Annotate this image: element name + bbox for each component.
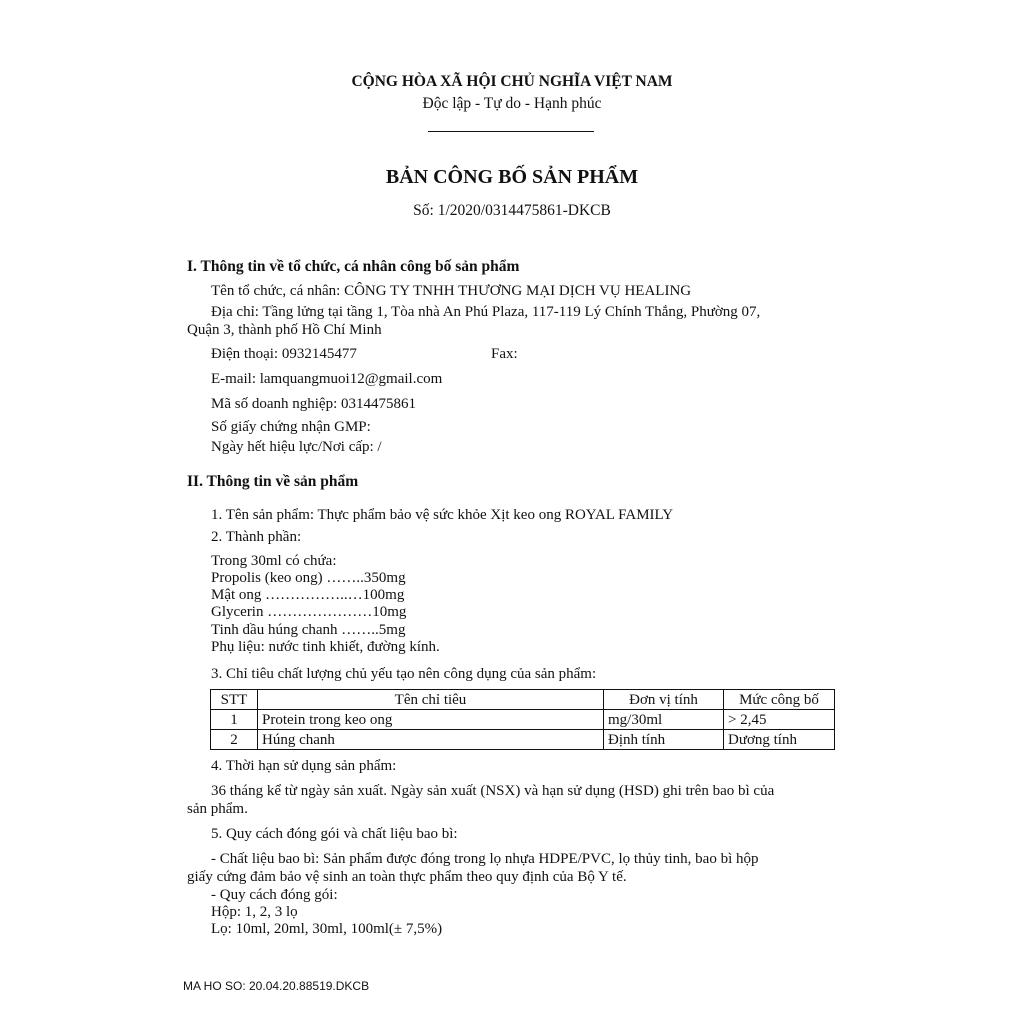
gmp-certificate: Số giấy chứng nhận GMP: <box>211 419 371 435</box>
ingredient-line: Mật ong ……………..…100mg <box>211 587 405 603</box>
table-cell: Protein trong keo ong <box>258 710 604 730</box>
packaging-box: Hộp: 1, 2, 3 lọ <box>211 904 298 920</box>
address-line2: Quận 3, thành phố Hồ Chí Minh <box>187 322 382 338</box>
table-header-cell: Mức công bố <box>724 690 835 710</box>
business-code: Mã số doanh nghiệp: 0314475861 <box>211 396 416 412</box>
org-name: Tên tổ chức, cá nhân: CÔNG TY TNHH THƯƠNG MẠI DỊCH VỤ HEALING <box>211 283 692 299</box>
packaging-spec-title: - Quy cách đóng gói: <box>211 887 338 903</box>
national-motto: Độc lập - Tự do - Hạnh phúc <box>422 95 602 112</box>
ingredient-line: Tinh dầu húng chanh ……..5mg <box>211 622 406 638</box>
ingredient-line: Trong 30ml có chứa: <box>211 553 337 569</box>
document-number: Số: 1/2020/0314475861-DKCB <box>413 202 611 219</box>
header-divider <box>428 131 594 132</box>
ingredients-title: 2. Thành phần: <box>211 529 302 545</box>
product-name: 1. Tên sản phẩm: Thực phẩm bảo vệ sức khỏe Xịt keo ong ROYAL FAMILY <box>211 507 674 523</box>
table-cell: 2 <box>211 730 258 750</box>
ingredient-line: Phụ liệu: nước tinh khiết, đường kính. <box>211 639 440 655</box>
document-title: BẢN CÔNG BỐ SẢN PHẨM <box>385 166 639 188</box>
shelf-life-line2: sản phẩm. <box>187 801 248 817</box>
packaging-line2: giấy cứng đảm bảo vệ sinh an toàn thực phẩm theo quy định của Bộ Y tế. <box>187 869 627 885</box>
dossier-code: MA HO SO: 20.04.20.88519.DKCB <box>183 979 370 993</box>
phone: Điện thoại: 0932145477 <box>211 346 357 362</box>
fax: Fax: <box>491 346 518 362</box>
shelf-life-line1: 36 tháng kể từ ngày sản xuất. Ngày sản xuất (NSX) và hạn sử dụng (HSD) ghi trên bao bì của <box>211 783 775 799</box>
section1-heading: I. Thông tin về tổ chức, cá nhân công bố sản phẩm <box>187 258 520 275</box>
table-cell: Dương tính <box>724 730 835 750</box>
table-header-cell: Đơn vị tính <box>604 690 724 710</box>
table-header-row <box>211 690 835 710</box>
packaging-bottle: Lọ: 10ml, 20ml, 30ml, 100ml(± 7,5%) <box>211 921 443 937</box>
packaging-line1: - Chất liệu bao bì: Sản phẩm được đóng trong lọ nhựa HDPE/PVC, lọ thủy tinh, bao bì hộp <box>211 851 759 867</box>
packaging-title: 5. Quy cách đóng gói và chất liệu bao bì: <box>211 826 458 842</box>
shelf-life-title: 4. Thời hạn sử dụng sản phẩm: <box>211 758 397 774</box>
quality-table <box>210 689 835 750</box>
table-cell: mg/30ml <box>604 710 724 730</box>
table-header-cell: STT <box>211 690 258 710</box>
expiry-issuer: Ngày hết hiệu lực/Nơi cấp: / <box>211 439 382 455</box>
table-row <box>211 730 835 750</box>
quality-title: 3. Chỉ tiêu chất lượng chủ yếu tạo nên công dụng của sản phẩm: <box>211 666 597 682</box>
table-cell: 1 <box>211 710 258 730</box>
table-cell: > 2,45 <box>724 710 835 730</box>
table-row <box>211 710 835 730</box>
country-name: CỘNG HÒA XÃ HỘI CHỦ NGHĨA VIỆT NAM <box>351 73 673 90</box>
ingredient-line: Propolis (keo ong) ……..350mg <box>211 570 406 586</box>
section2-heading: II. Thông tin về sản phẩm <box>187 473 359 490</box>
table-header-cell: Tên chỉ tiêu <box>258 690 604 710</box>
table-cell: Húng chanh <box>258 730 604 750</box>
table-cell: Định tính <box>604 730 724 750</box>
address-line1: Địa chỉ: Tầng lửng tại tầng 1, Tòa nhà An Phú Plaza, 117-119 Lý Chính Thắng, Phường 07, <box>211 304 761 320</box>
ingredient-line: Glycerin …………………10mg <box>211 604 407 620</box>
email: E-mail: lamquangmuoi12@gmail.com <box>211 371 443 387</box>
